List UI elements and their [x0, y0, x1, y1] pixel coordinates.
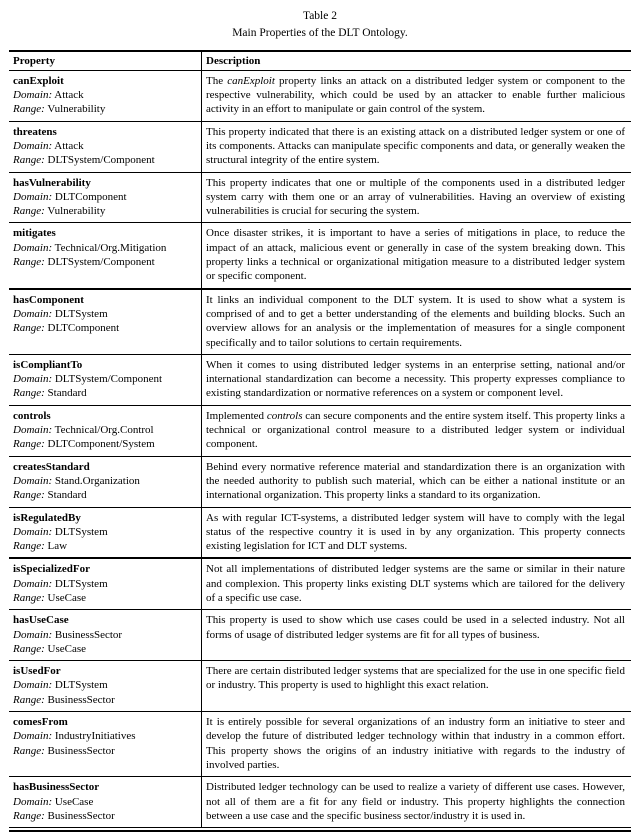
domain-value: BusinessSector	[54, 628, 123, 641]
property-range	[13, 693, 195, 707]
property-name: controls	[13, 409, 51, 422]
property-domain	[13, 139, 195, 153]
range-label: Range:	[13, 744, 45, 757]
domain-label: Domain:	[13, 795, 53, 808]
property-range	[13, 488, 195, 502]
domain-value: DLTSystem	[54, 577, 108, 590]
property-cell	[9, 558, 202, 609]
column-header-description: Description	[202, 51, 632, 71]
property-name: hasComponent	[13, 293, 84, 306]
range-label: Range:	[13, 642, 45, 655]
row-description: Once disaster strikes, it is important to have a series of mitigations in place, to reduce the impact of an attack, malicious event or generally in case of the system breaking down. This property links a technical or organizational mitigation measure to a distributed ledger system or specific component.	[202, 223, 632, 289]
table-row	[9, 610, 631, 661]
domain-label: Domain:	[13, 373, 53, 386]
property-domain	[13, 577, 195, 591]
property-range	[13, 321, 195, 335]
domain-label: Domain:	[13, 424, 53, 437]
table-row	[9, 456, 631, 507]
row-description: This property indicates that one or multiple of the components used in a distributed ledger system carry with them one or an array of vulnerabilities. Having an overview of existing vulnerabilities is crucial for securing the system.	[202, 172, 632, 223]
property-cell	[9, 777, 202, 828]
property-range	[13, 744, 195, 758]
row-description: It is entirely possible for several organizations of an industry form an initiative to steer and develop the future of distributed ledger technology within that industry in a common effort. This property shows the origins of an industry initiative with regards to the industry of involved parties.	[202, 712, 632, 777]
property-range	[13, 102, 195, 116]
property-cell	[9, 507, 202, 558]
property-domain	[13, 372, 195, 386]
property-domain	[13, 307, 195, 321]
property-cell	[9, 223, 202, 289]
row-description: Not all implementations of distributed ledger systems are the same or similar in their nature and complexion. This property links existing DLT systems which are tailored for the delivery of a specific use case.	[202, 558, 632, 609]
domain-value: DLTSystem	[54, 307, 108, 320]
table-row	[9, 223, 631, 289]
domain-label: Domain:	[13, 307, 53, 320]
range-label: Range:	[13, 387, 45, 400]
property-domain	[13, 474, 195, 488]
domain-value: DLTSystem/Component	[54, 373, 163, 386]
property-domain	[13, 795, 195, 809]
domain-label: Domain:	[13, 628, 53, 641]
range-value: BusinessSector	[47, 744, 115, 757]
property-domain	[13, 628, 195, 642]
property-range	[13, 386, 195, 400]
property-range	[13, 437, 195, 451]
domain-value: Attack	[54, 139, 84, 152]
range-label: Range:	[13, 103, 45, 116]
domain-value: DLTComponent	[54, 190, 127, 203]
table-row	[9, 661, 631, 712]
domain-value: Stand.Organization	[54, 474, 140, 487]
property-range	[13, 204, 195, 218]
property-range	[13, 591, 195, 605]
domain-label: Domain:	[13, 190, 53, 203]
table-row	[9, 558, 631, 609]
property-cell	[9, 610, 202, 661]
row-description: As with regular ICT-systems, a distributed ledger system will have to comply with the legal status of the respective country it is used in by any organization. This property connects existing legislation for ICT and DLT systems.	[202, 507, 632, 558]
range-label: Range:	[13, 154, 45, 167]
column-header-property: Property	[9, 51, 202, 71]
table-caption	[9, 8, 631, 43]
range-value: Vulnerability	[47, 103, 106, 116]
property-name: canExploit	[13, 74, 64, 87]
property-domain	[13, 190, 195, 204]
property-name: hasBusinessSector	[13, 781, 100, 794]
property-cell	[9, 661, 202, 712]
domain-label: Domain:	[13, 730, 53, 743]
property-name: isSpecializedFor	[13, 563, 90, 576]
property-cell	[9, 289, 202, 355]
table-row	[9, 712, 631, 777]
range-label: Range:	[13, 256, 45, 269]
row-description: Implemented controls can secure components and the entire system itself. This property links a technical or organizational control measure to a distributed ledger system or individual component.	[202, 405, 632, 456]
range-value: DLTComponent/System	[47, 438, 155, 451]
property-cell	[9, 405, 202, 456]
domain-value: IndustryInitiatives	[54, 730, 136, 743]
property-cell	[9, 121, 202, 172]
range-label: Range:	[13, 205, 45, 218]
range-label: Range:	[13, 438, 45, 451]
property-domain	[13, 729, 195, 743]
range-value: DLTSystem/Component	[47, 154, 155, 167]
domain-value: Attack	[54, 89, 84, 102]
property-domain	[13, 423, 195, 437]
property-name: comesFrom	[13, 716, 68, 729]
table-row	[9, 121, 631, 172]
range-value: Vulnerability	[47, 205, 106, 218]
range-value: UseCase	[47, 592, 87, 604]
property-cell	[9, 354, 202, 405]
property-name: mitigates	[13, 227, 56, 240]
row-description: Distributed ledger technology can be used to realize a variety of different use cases. However, not all of them are a fit for any field or industry. This property highlights the connection between a use case and the specific business sector/industry it is used in.	[202, 777, 632, 828]
table-caption-title: Main Properties of the DLT Ontology.	[232, 27, 408, 40]
property-domain	[13, 241, 195, 255]
domain-label: Domain:	[13, 474, 53, 487]
table-row	[9, 354, 631, 405]
range-label: Range:	[13, 489, 45, 502]
range-value: DLTSystem/Component	[47, 256, 155, 269]
range-value: Law	[47, 540, 68, 553]
range-value: Standard	[47, 489, 87, 502]
table-row	[9, 172, 631, 223]
row-description: The canExploit property links an attack on a distributed ledger system or component to the respective vulnerability, which could be used by an attacker to enable further malicious activity in an effort to manipulate or gain control of the system.	[202, 70, 632, 121]
dlt-properties-table	[9, 50, 631, 829]
table-row	[9, 777, 631, 828]
domain-label: Domain:	[13, 139, 53, 152]
domain-value: UseCase	[54, 795, 94, 808]
property-name: threatens	[13, 125, 57, 138]
property-name: hasUseCase	[13, 614, 69, 627]
range-label: Range:	[13, 809, 45, 822]
domain-value: Technical/Org.Control	[54, 424, 154, 437]
domain-label: Domain:	[13, 241, 53, 254]
property-name: isCompliantTo	[13, 358, 83, 371]
domain-label: Domain:	[13, 89, 53, 102]
domain-label: Domain:	[13, 577, 53, 590]
property-name: hasVulnerability	[13, 176, 91, 189]
domain-label: Domain:	[13, 679, 53, 692]
row-description: It links an individual component to the DLT system. It is used to show what a system is comprised of and to get a better understanding of the elements and building blocks. Such an overview allows for an analysis or the implementation of measures for a single component specifically and to tailor solutions to certain requirements.	[202, 289, 632, 355]
range-value: BusinessSector	[47, 693, 115, 706]
property-cell	[9, 172, 202, 223]
property-range	[13, 539, 195, 553]
range-value: UseCase	[47, 642, 87, 655]
table-row	[9, 507, 631, 558]
domain-value: DLTSystem	[54, 679, 108, 692]
table-row	[9, 70, 631, 121]
range-label: Range:	[13, 540, 45, 553]
property-name: isRegulatedBy	[13, 511, 81, 524]
property-name: isUsedFor	[13, 665, 61, 678]
row-description: This property is used to show which use cases could be used in a selected industry. Not all forms of usage of distributed ledger systems are fit for all types of business.	[202, 610, 632, 661]
range-label: Range:	[13, 322, 45, 335]
property-cell	[9, 456, 202, 507]
range-label: Range:	[13, 592, 45, 604]
property-cell	[9, 70, 202, 121]
property-domain	[13, 678, 195, 692]
domain-label: Domain:	[13, 525, 53, 538]
row-description: When it comes to using distributed ledger systems in an enterprise setting, national and/or international standardization can become a necessity. This property expresses compliance to existing standardization or normative references on a system or component level.	[202, 354, 632, 405]
domain-value: Technical/Org.Mitigation	[54, 241, 167, 254]
range-value: BusinessSector	[47, 809, 115, 822]
table-bottom-rule	[9, 830, 631, 832]
table-row	[9, 289, 631, 355]
property-range	[13, 255, 195, 269]
property-range	[13, 809, 195, 823]
property-cell	[9, 712, 202, 777]
range-value: Standard	[47, 387, 87, 400]
property-range	[13, 153, 195, 167]
domain-value: DLTSystem	[54, 525, 108, 538]
table-header-row	[9, 51, 631, 71]
table-row	[9, 405, 631, 456]
property-name: createsStandard	[13, 460, 90, 473]
table-caption-label: Table 2	[302, 10, 337, 22]
row-description: This property indicated that there is an existing attack on a distributed ledger system or one of its components. Attacks can manipulate specific components and data, or generally weaken the structural integrity of the entire system.	[202, 121, 632, 172]
row-description: There are certain distributed ledger systems that are specialized for the use in one specific field or industry. This property is used to highlight this exact relation.	[202, 661, 632, 712]
range-label: Range:	[13, 693, 45, 706]
range-value: DLTComponent	[47, 322, 120, 335]
property-domain	[13, 525, 195, 539]
property-range	[13, 642, 195, 656]
row-description: Behind every normative reference material and standardization there is an organization with the needed authority to publish such material, which can be either a national institute or an international organization. This property links a standard to its organization.	[202, 456, 632, 507]
property-domain	[13, 88, 195, 102]
